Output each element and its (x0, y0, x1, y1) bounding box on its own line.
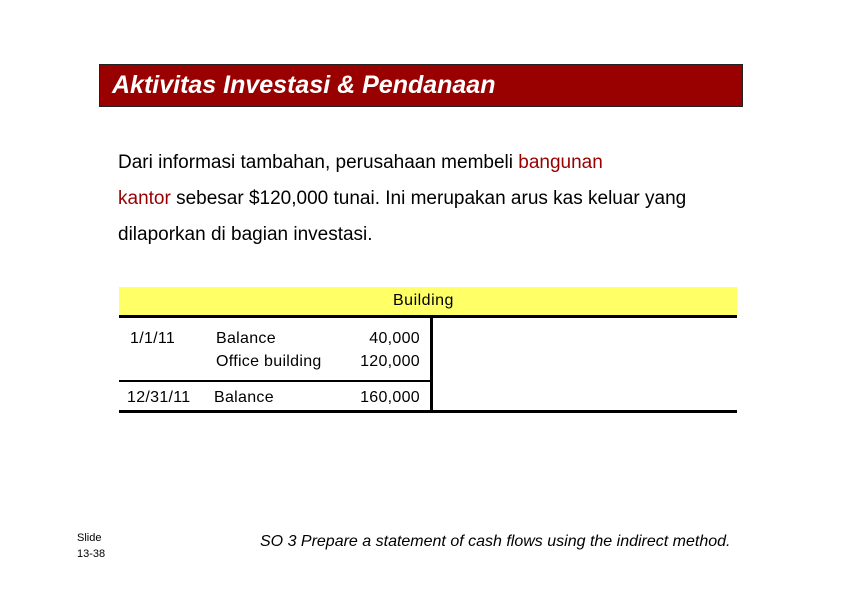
learning-objective-footer: SO 3 Prepare a statement of cash flows using the indirect method. (260, 533, 731, 550)
t-account-top-rule (119, 315, 737, 318)
row-1-description: Balance (216, 330, 276, 347)
intro-text-part1: Dari informasi tambahan, perusahaan membeli (118, 152, 519, 173)
slide-title: Aktivitas Investasi & Pendanaan (112, 71, 496, 99)
ending-amount: 160,000 (360, 389, 420, 406)
ending-date: 12/31/11 (127, 389, 191, 406)
row-2-description: Office building (216, 353, 322, 370)
t-account-bottom-rule (119, 410, 737, 413)
row-1-amount: 40,000 (369, 330, 420, 347)
intro-text-part2: sebesar $120,000 tunai. Ini merupakan arus kas keluar yang dilaporkan di bagian investasi. (118, 188, 687, 245)
intro-highlight-2: kantor (118, 188, 171, 209)
t-account-subtotal-rule (119, 380, 431, 382)
row-1-date: 1/1/11 (130, 330, 176, 347)
slide-number: 13-38 (77, 548, 106, 560)
title-banner (99, 64, 743, 107)
slide-label: Slide (77, 532, 102, 544)
intro-paragraph (118, 145, 758, 253)
ending-description: Balance (214, 389, 274, 406)
intro-highlight-1: bangunan (518, 152, 603, 173)
row-2-amount: 120,000 (360, 353, 420, 370)
t-account-divider (430, 317, 433, 412)
slide-number-block (77, 530, 105, 562)
account-title: Building (393, 292, 454, 309)
